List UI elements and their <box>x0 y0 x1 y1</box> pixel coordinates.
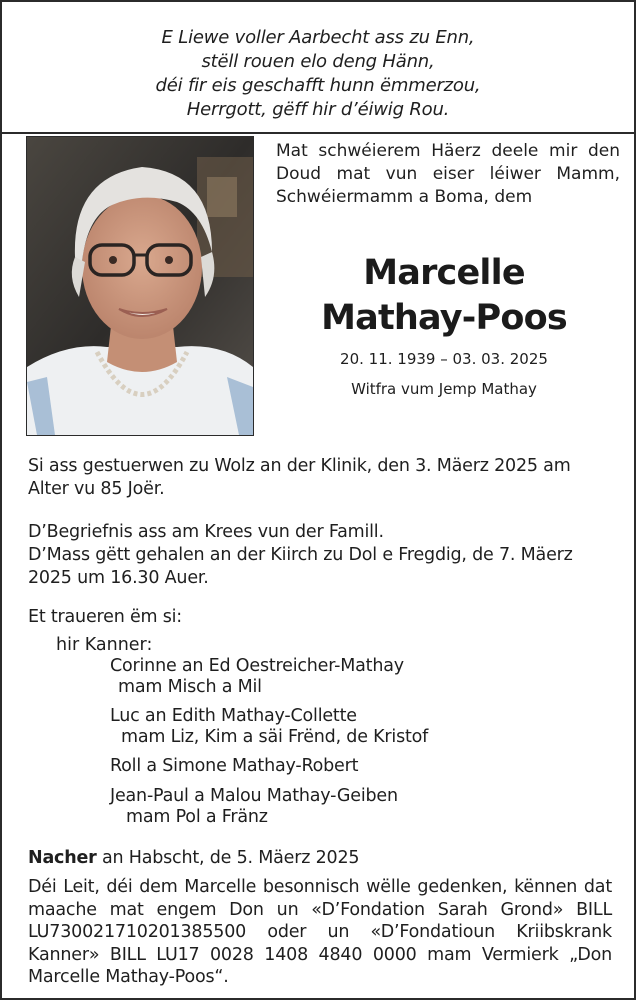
divider-line <box>2 132 634 134</box>
family-kids: mam Pol a Fränz <box>126 807 268 827</box>
family-couple: Luc an Edith Mathay-Collette <box>110 706 357 726</box>
nacher-line <box>28 847 614 870</box>
memorial-poem <box>2 26 634 122</box>
family-couple: Roll a Simone Mathay-Robert <box>110 756 359 776</box>
children-heading: hir Kanner: <box>56 635 153 655</box>
mourners-heading: Et traueren ëm si: <box>28 607 183 627</box>
poem-line: Herrgott, gëff hir d’éiwig Rou. <box>186 99 450 120</box>
life-dates: 20. 11. 1939 – 03. 03. 2025 <box>340 350 548 368</box>
family-couple: Corinne an Ed Oestreicher-Mathay <box>110 656 404 676</box>
poem-line: stëll rouen elo deng Hänn, <box>201 51 435 72</box>
family-kids: mam Misch a Mil <box>118 677 262 697</box>
portrait-photo <box>26 136 254 436</box>
text-line: Alter vu 85 Joër. <box>28 479 165 499</box>
nacher-label: Nacher <box>28 848 97 868</box>
donation-text: Déi Leit, déi dem Marcelle besonnisch wëlle gedenken, kënnen dat maache mat engem Don un «D’Fondation Sarah Grond» BILL LU730021710201385500 oder un «D’Fondatioun Kriibskrank Kanner» BILL LU17 0028 1408 4840 0000 mam Vermierk „Don Marcelle Mathay-Poos“. <box>28 877 612 987</box>
family-kids: mam Liz, Kim a säi Frënd, de Kristof <box>121 727 429 747</box>
text-line: D’Begriefnis ass am Krees vun der Famill. <box>28 522 384 542</box>
portrait-illustration <box>27 137 253 435</box>
family-couple: Jean-Paul a Malou Mathay-Geiben <box>110 786 398 806</box>
text-line: 2025 um 16.30 Auer. <box>28 568 209 588</box>
nacher-text: an Habscht, de 5. Mäerz 2025 <box>96 848 360 868</box>
poem-line: déi fir eis geschafft hunn ëmmerzou, <box>155 75 481 96</box>
deceased-last-name: Mathay-Poos <box>321 298 567 338</box>
widow-of: Witfra vum Jemp Mathay <box>351 380 537 398</box>
text-line: Si ass gestuerwen zu Wolz an der Klinik, den 3. Mäerz 2025 am <box>28 456 571 476</box>
announcement-intro: Mat schwéierem Häerz deele mir den Doud mat vun eiser léiwer Mamm, Schwéiermamm a Boma, dem <box>276 141 620 207</box>
death-notice <box>28 455 614 501</box>
text-line: D’Mass gëtt gehalen an der Kiirch zu Dol e Fregdig, de 7. Mäerz <box>28 545 573 565</box>
poem-line: E Liewe voller Aarbecht ass zu Enn, <box>161 27 475 48</box>
deceased-first-name: Marcelle <box>363 253 525 293</box>
funeral-info <box>28 521 614 590</box>
